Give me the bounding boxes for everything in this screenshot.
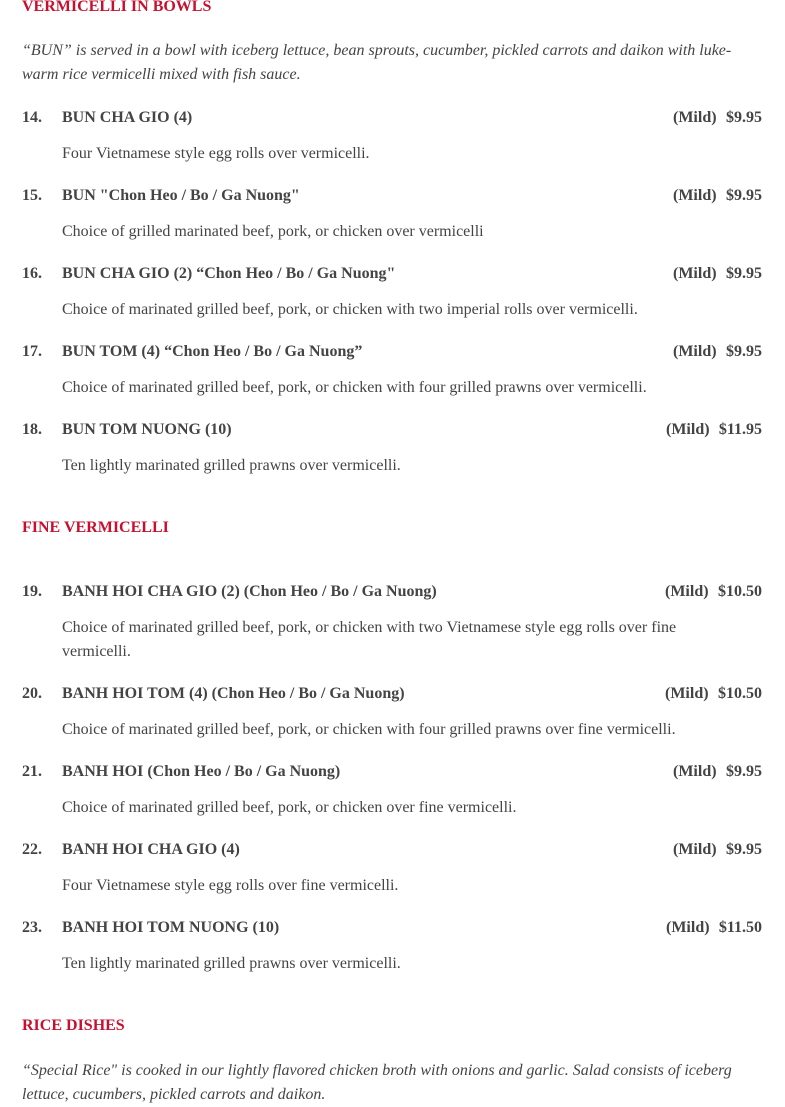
item-name: BUN TOM (4) “Chon Heo / Bo / Ga Nuong” (62, 343, 363, 360)
item-name: BUN CHA GIO (2) “Chon Heo / Bo / Ga Nuong" (62, 265, 396, 282)
item-spice-level: (Mild) (665, 685, 709, 702)
section-intro-rice-dishes: “Special Rice" is cooked in our lightly flavored chicken broth with onions and garlic. Salad consists of iceberg lettuce, cucumbers, pickled carrots and daikon. (22, 1062, 732, 1103)
item-name: BANH HOI TOM NUONG (10) (62, 919, 280, 936)
item-spice-level: (Mild) (673, 265, 717, 282)
item-number: 18. (22, 421, 42, 438)
section-heading-fine-vermicelli: FINE VERMICELLI (22, 519, 169, 536)
item-description: Choice of marinated grilled beef, pork, or chicken with four grilled prawns over fine vermicelli. (62, 721, 676, 738)
item-description: Choice of marinated grilled beef, pork, or chicken with two imperial rolls over vermicelli. (62, 301, 638, 318)
item-price: $9.95 (726, 841, 762, 858)
item-description: Ten lightly marinated grilled prawns over vermicelli. (62, 955, 401, 972)
section-intro-vermicelli: “BUN” is served in a bowl with iceberg lettuce, bean sprouts, cucumber, pickled carrots and daikon with luke-warm rice vermicelli mixed with fish sauce. (22, 42, 732, 83)
item-price: $11.50 (718, 919, 762, 936)
item-number: 20. (22, 685, 42, 702)
item-number: 15. (22, 187, 42, 204)
item-name: BUN "Chon Heo / Bo / Ga Nuong" (62, 187, 300, 204)
item-name: BUN TOM NUONG (10) (62, 421, 232, 438)
item-spice-level: (Mild) (665, 583, 709, 600)
item-description: Choice of grilled marinated beef, pork, or chicken over vermicelli (62, 223, 484, 240)
item-spice-level: (Mild) (666, 919, 710, 936)
item-number: 23. (22, 919, 42, 936)
item-number: 22. (22, 841, 42, 858)
item-price: $10.50 (718, 583, 762, 600)
section-heading-vermicelli: VERMICELLI IN BOWLS (22, 0, 212, 15)
item-name: BANH HOI CHA GIO (2) (Chon Heo / Bo / Ga Nuong) (62, 583, 437, 600)
item-description: Four Vietnamese style egg rolls over vermicelli. (62, 145, 370, 162)
item-description: Four Vietnamese style egg rolls over fine vermicelli. (62, 877, 399, 894)
item-price: $9.95 (726, 763, 762, 780)
item-description: Ten lightly marinated grilled prawns over vermicelli. (62, 457, 401, 474)
item-price: $9.95 (726, 265, 762, 282)
item-number: 16. (22, 265, 42, 282)
item-number: 17. (22, 343, 42, 360)
item-price: $9.95 (726, 187, 762, 204)
item-number: 14. (22, 109, 42, 126)
item-number: 21. (22, 763, 42, 780)
item-spice-level: (Mild) (673, 109, 717, 126)
item-spice-level: (Mild) (673, 187, 717, 204)
item-spice-level: (Mild) (666, 421, 710, 438)
item-description: Choice of marinated grilled beef, pork, or chicken with four grilled prawns over vermicelli. (62, 379, 647, 396)
item-price: $10.50 (718, 685, 762, 702)
item-price: $9.95 (726, 109, 762, 126)
item-name: BANH HOI (Chon Heo / Bo / Ga Nuong) (62, 763, 341, 780)
item-price: $11.95 (718, 421, 762, 438)
item-price: $9.95 (726, 343, 762, 360)
item-spice-level: (Mild) (673, 841, 717, 858)
item-name: BANH HOI TOM (4) (Chon Heo / Bo / Ga Nuong) (62, 685, 405, 702)
item-number: 19. (22, 583, 42, 600)
item-spice-level: (Mild) (673, 343, 717, 360)
item-name: BUN CHA GIO (4) (62, 109, 193, 126)
item-description: Choice of marinated grilled beef, pork, or chicken over fine vermicelli. (62, 799, 517, 816)
section-heading-rice-dishes: RICE DISHES (22, 1017, 125, 1034)
item-name: BANH HOI CHA GIO (4) (62, 841, 240, 858)
item-spice-level: (Mild) (673, 763, 717, 780)
item-description: Choice of marinated grilled beef, pork, or chicken with two Vietnamese style egg rolls over fine vermicelli. (62, 619, 677, 660)
